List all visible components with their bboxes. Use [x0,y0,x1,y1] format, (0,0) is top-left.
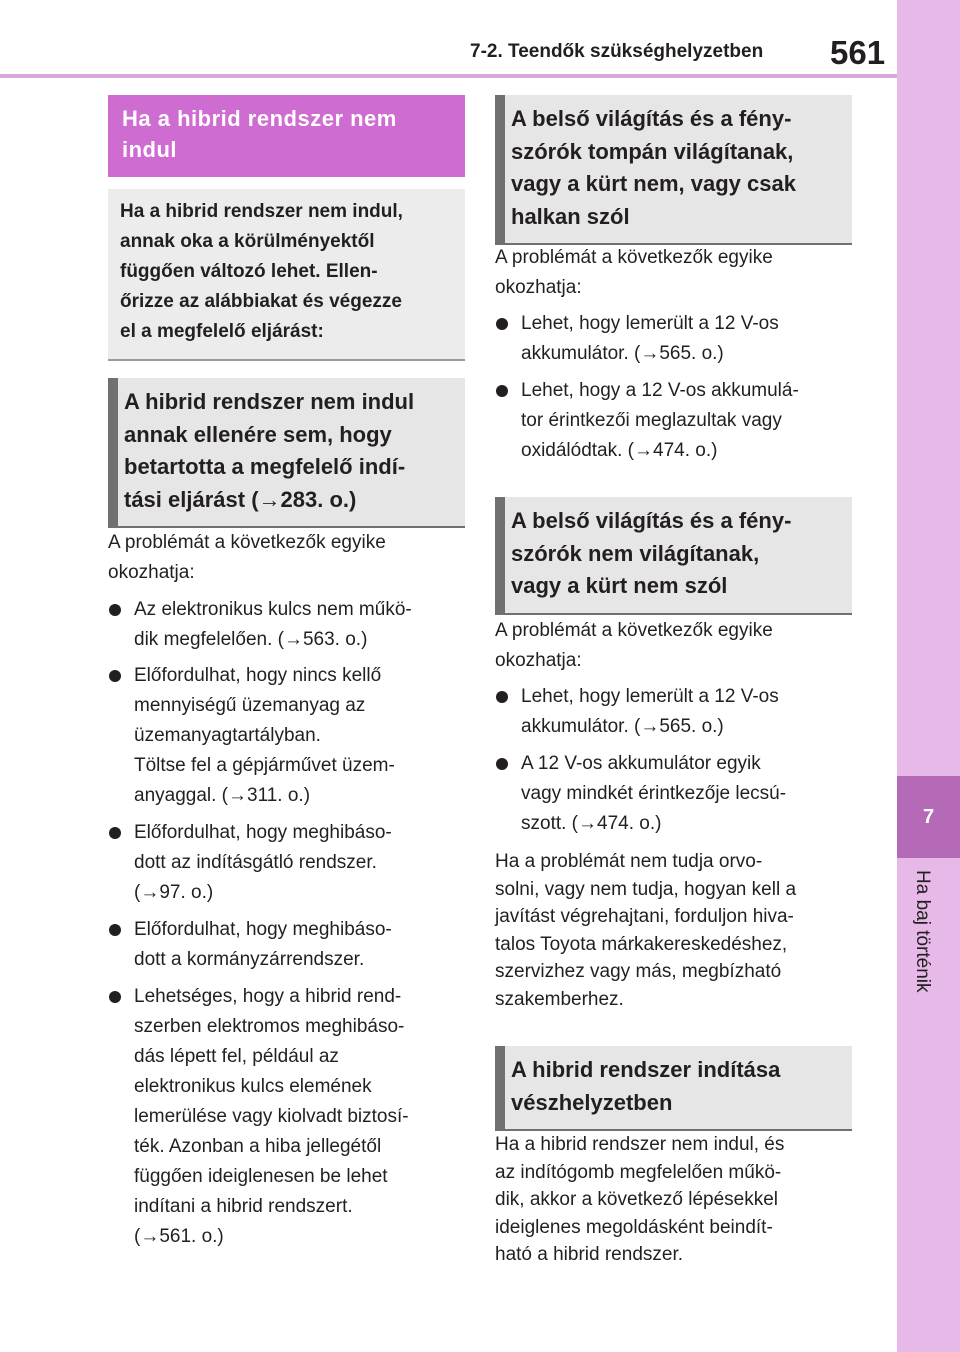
text-line: oxidálódtak. (→474. o.) [521,440,718,461]
text-line: tor érintkezői meglazultak vagy [521,410,782,431]
text-line: anyaggal. (→311. o.) [134,785,311,806]
heading-line: szórók tompán világítanak, [511,138,794,164]
text-line: ték. Azonban a hiba jellegétől [134,1136,382,1157]
text-line: elektronikus kulcs elemének [134,1076,372,1097]
text-line: okozhatja: [108,562,195,583]
text-line: ideiglenes megoldásként beindít- [495,1216,773,1238]
text-line: solni, vagy nem tudja, hogyan kell a [495,878,797,900]
text-line: Lehet, hogy lemerült a 12 V-os [521,686,779,707]
cause-intro [108,528,465,588]
cause-intro [495,616,852,676]
chapter-side-tab [897,0,960,1352]
text-line: okozhatja: [495,277,582,298]
list-item [495,309,852,369]
list-item [108,818,465,908]
text-line: Ha a problémát nem tudja orvo- [495,851,763,872]
text-line: szervizhez vagy más, megbízható [495,961,782,982]
heading-line: vagy a kürt nem, vagy csak [511,171,796,196]
heading-line: A belső világítás és a fény- [511,106,792,131]
text-line: Előfordulhat, hogy nincs kellő [134,665,382,686]
text-line: függően változó lehet. Ellen- [120,261,378,282]
heading-line: tási eljárást (→283. o.) [124,486,357,512]
text-line: dott az indításgátló rendszer. [134,852,377,873]
text-line: A 12 V-os akkumulátor egyik [521,753,761,774]
heading-line: A belső világítás és a fény- [511,508,792,533]
advice-paragraph [495,848,852,1013]
heading-line: betartotta a megfelelő indí- [124,454,406,479]
text-line: szakemberhez. [495,988,624,1010]
text-line: szott. (→474. o.) [521,813,662,834]
text-line: Előfordulhat, hogy meghibáso- [134,919,392,940]
text-line: Ha a hibrid rendszer nem indul, és [495,1134,785,1155]
subheading-emergency-start [495,1046,852,1131]
emergency-start-paragraph [495,1131,852,1269]
heading-line: A hibrid rendszer indítása [511,1057,781,1082]
text-line: dás lépett fel, például az [134,1046,339,1067]
text-line: vagy mindkét érintkezője lecsú- [521,783,787,804]
text-line: el a megfelelő eljárást: [120,321,324,342]
text-line: üzemanyagtartályban. [134,725,321,746]
text-line: dott a kormányzárrendszer. [134,949,365,970]
list-item [495,682,852,742]
text-line: javítást végrehajtani, forduljon hiva- [495,906,794,927]
heading-line: vagy a kürt nem szól [511,573,728,598]
text-line: annak oka a körülményektől [120,231,375,252]
text-line: akkumulátor. (→565. o.) [521,716,724,737]
subheading-no-lights [495,497,852,615]
list-item [495,376,852,466]
header-rule [0,74,897,78]
text-line: ható a hibrid rendszer. [495,1244,684,1265]
cause-intro [495,243,852,303]
text-line: Ha a hibrid rendszer nem indul, [120,201,403,222]
section-title: 7-2. Teendők szükséghelyzetben [470,41,764,62]
text-line: A problémát a következők egyike [108,532,386,553]
text-line: A problémát a következők egyike [495,247,773,268]
text-line: lemerülése vagy kiolvadt biztosí- [134,1106,409,1127]
text-line: (→97. o.) [134,882,214,903]
heading-line: A hibrid rendszer nem indul [124,389,415,414]
text-line: talos Toyota márkakereskedéshez, [495,933,788,955]
list-item [108,595,465,655]
heading-line: halkan szól [511,203,630,229]
heading-line: szórók nem világítanak, [511,540,760,566]
text-line: indítani a hibrid rendszert. [134,1196,353,1217]
text-line: akkumulátor. (→565. o.) [521,343,724,364]
text-line: Lehet, hogy a 12 V-os akkumulá- [521,380,799,401]
main-heading [108,95,465,177]
heading-line: vészhelyzetben [511,1089,673,1115]
text-line: mennyiségű üzemanyag az [134,695,366,716]
text-line: Töltse fel a gépjárművet üzem- [134,755,395,776]
text-line: (→561. o.) [134,1226,224,1247]
heading-line: Ha a hibrid rendszer nem [122,106,397,131]
text-line: A problémát a következők egyike [495,620,773,641]
page-number: 561 [830,34,886,71]
text-line: okozhatja: [495,650,582,671]
text-line: dik megfelelően. (→563. o.) [134,629,368,650]
chapter-label: Ha baj történik [912,870,933,993]
subheading-no-start [108,378,465,528]
text-line: Lehetséges, hogy a hibrid rend- [134,986,402,1007]
chapter-number-badge: 7 [897,776,960,858]
intro-box [108,189,465,361]
heading-line: indul [122,137,178,162]
text-line: függően ideiglenesen be lehet [134,1166,388,1187]
text-line: Előfordulhat, hogy meghibáso- [134,822,392,843]
text-line: dik, akkor a következő lépésekkel [495,1189,779,1210]
list-item [108,661,465,811]
text-line: Az elektronikus kulcs nem műkö- [134,599,412,620]
text-line: őrizze az alábbiakat és végezze [120,291,402,312]
subheading-dim-lights [495,95,852,245]
list-item [108,915,465,975]
heading-line: annak ellenére sem, hogy [124,421,392,447]
list-item [108,982,465,1252]
list-item [495,749,852,839]
text-line: az indítógomb megfelelően műkö- [495,1161,782,1183]
text-line: Lehet, hogy lemerült a 12 V-os [521,313,779,334]
text-line: szerben elektromos meghibáso- [134,1016,405,1037]
